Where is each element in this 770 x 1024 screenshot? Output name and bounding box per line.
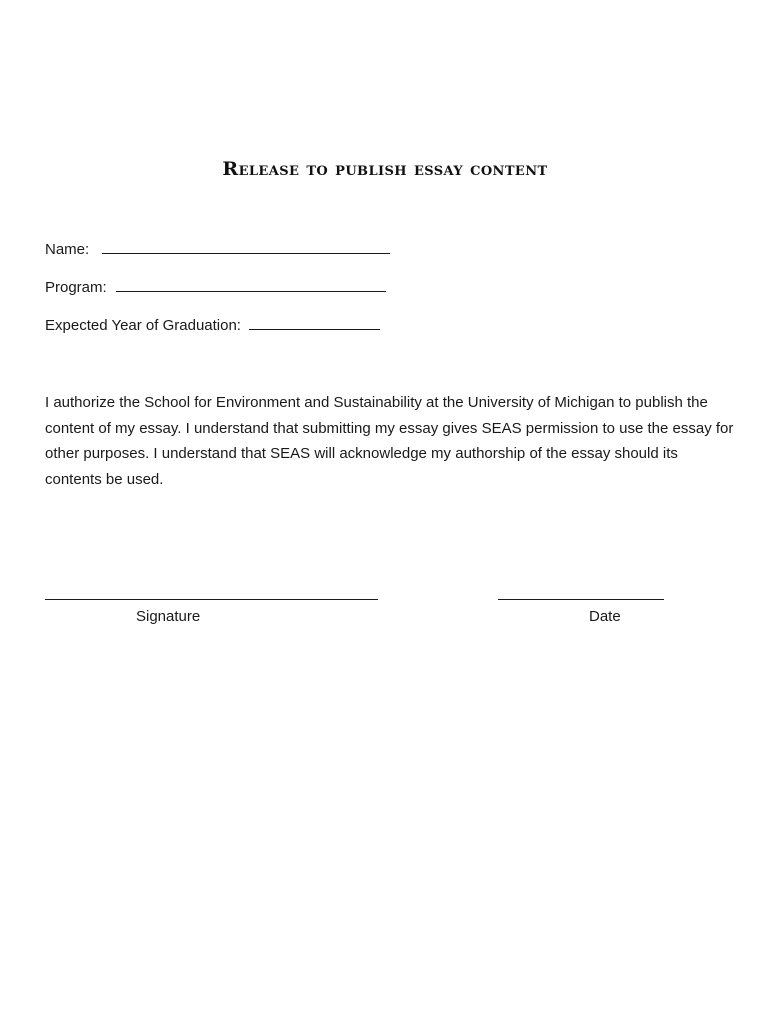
signature-label: Signature (136, 608, 201, 625)
program-field-row (45, 276, 386, 298)
program-label: Program: (45, 279, 107, 296)
program-blank-line[interactable] (116, 276, 386, 292)
signature-blank-line[interactable] (45, 599, 378, 600)
authorization-paragraph: I authorize the School for Environment and Sustainability at the University of Michigan to publish the content of my essay. I understand that submitting my essay gives SEAS permission to use the essay for other purposes. I understand that SEAS will acknowledge my authorship of the essay should its contents be used. (45, 394, 734, 488)
graduation-blank-line[interactable] (249, 314, 380, 330)
date-blank-line[interactable] (498, 599, 664, 600)
document-title: Release to publish essay content (222, 158, 548, 180)
name-field-row (45, 238, 390, 260)
name-blank-line[interactable] (102, 238, 390, 254)
date-label: Date (589, 608, 621, 625)
graduation-label: Expected Year of Graduation: (45, 317, 241, 334)
name-label: Name: (45, 241, 90, 258)
graduation-field-row (45, 314, 380, 336)
